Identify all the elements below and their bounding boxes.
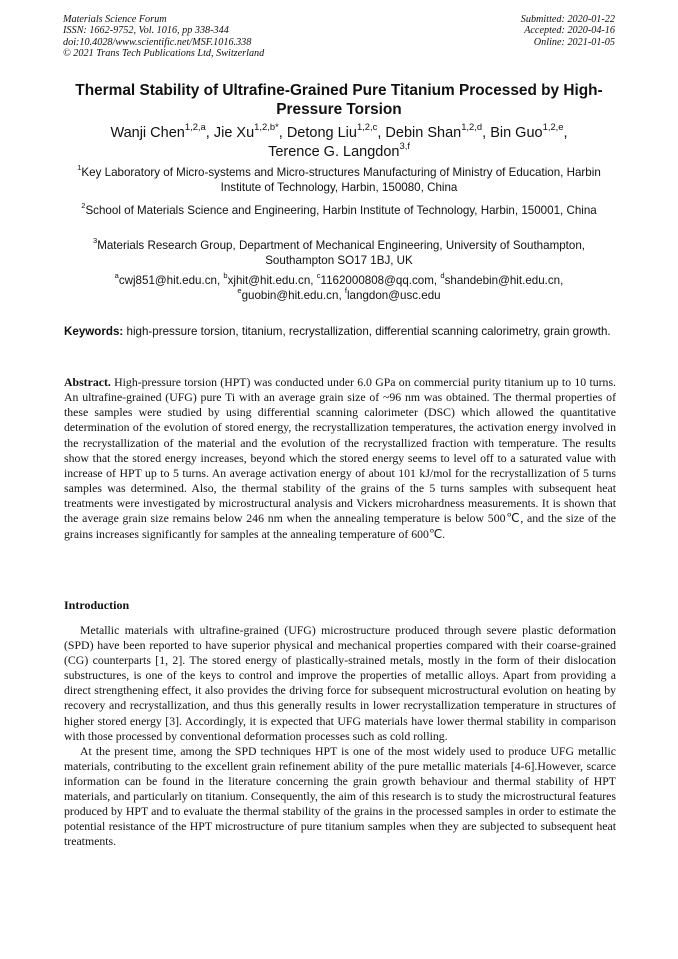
paragraph: At the present time, among the SPD techniques HPT is one of the most widely used to produce UFG metallic materials, contributing to the excellent grain refinement ability of the pure metallic materials [4-6].However, scarce information can be found in the literature concerning the grain growth behaviour and thermal stability of HPT materials, and particularly on titanium. Consequently, the aim of this research is to study the microstructural features produced by HPT and to evaluate the thermal stability of the grains in the processed samples in order to estimate the potential resistance of the HPT microstructure of pure titanium samples when they are subjected to subsequent heat treatments. — [64, 743, 616, 849]
journal-header — [63, 14, 264, 59]
author: Bin Guo$^{1,2,e}$, — [490, 121, 568, 141]
journal-doi: doi:10.4028/www.scientific.net/MSF.1016.338 — [63, 36, 252, 48]
affiliation-1: $^1$Key Laboratory of Micro-systems and Micro-structures Manufacturing of Ministry of Education, Harbin Institute of Technology, Harbin, 150080, China — [77, 163, 601, 194]
abstract-block — [64, 375, 616, 542]
accepted-date: Accepted: 2020-04-16 — [524, 25, 615, 37]
email: $^a$cwj851@hit.edu.cn, — [114, 271, 224, 287]
paragraph: Metallic materials with ultrafine-grained (UFG) microstructure produced through severe plastic deformation (SPD) have been reported to have superior physical and mechanical properties compared with their coarse-grained (CG) counterparts [1, 2]. The stored energy of plastically-strained metals, mostly in the form of their dislocation substructures, is one of the keys to control and improve the properties of metallic alloys. Apart from providing a direct strengthening effect, it also provides the driving force for subsequent microstructural evolution on heating by recovery and recrystallization, and thus this generally results in lower recrystallization temperature in structures of higher stored energy [3]. Accordingly, it is expected that UFG materials have lower thermal stability in comparison with those processed by conventional deformation processes such as cold rolling. — [64, 623, 616, 743]
introduction-body — [64, 623, 616, 849]
keywords-block — [64, 324, 616, 341]
online-date: Online: 2021-01-05 — [533, 36, 615, 48]
email: $^e$guobin@hit.edu.cn, — [237, 286, 345, 302]
journal-copyright: © 2021 Trans Tech Publications Ltd, Switzerland — [63, 47, 265, 59]
submission-dates — [521, 14, 615, 48]
email: $^c$1162000808@qq.com, — [316, 271, 441, 287]
affiliation-3: $^3$Materials Research Group, Department of Mechanical Engineering, University of Southampton, Southampton SO17 1BJ, UK — [92, 236, 586, 267]
abstract-label: Abstract. — [64, 375, 111, 389]
author: Jie $Xu^{1,2,b*}$, — [213, 121, 287, 141]
author: Detong Liu$^{1,2,c}$, — [286, 121, 386, 141]
affiliation-2: $^2$School of Materials Science and Engineering, Harbin Institute of Technology, Harbin, 150001, China — [81, 201, 597, 217]
journal-name: Materials Science Forum — [63, 14, 167, 25]
author-list — [60, 121, 618, 161]
author: Wanji Chen$^{1,2,a}$, — [110, 121, 214, 141]
journal-issn: ISSN: 1662-9752, Vol. 1016, pp 338-344 — [63, 25, 229, 37]
submitted-date: Submitted: 2020-01-22 — [520, 14, 615, 25]
author: Debin Shan$^{1,2,d}$, — [385, 121, 491, 141]
section-heading-introduction: Introduction — [64, 598, 130, 612]
paper-title: Thermal Stability of Ultrafine-Grained Pure Titanium Processed by High-Pressure Torsion — [75, 82, 603, 118]
author: Terence G. Langdon$^{3,f}$ — [268, 139, 410, 160]
abstract-text: High-pressure torsion (HPT) was conducted under 6.0 GPa on commercial purity titanium up to 10 turns. An ultrafine-grained (UFG) pure Ti with an average grain size of ~96 nm was obtained. The thermal properties of these samples were studied by using differential scanning calorimeter (DSC) which allowed the quantitative determination of the evolution of stored energy, the recrystallization temperatures, the activation energy involved in the recrystallization of the material and the evolution of the recrystallized fraction with temperature. The results show that the stored energy increases, beyond which the stored energy seems to level off to a saturated value with increase of HPT up to 5 turns. An average activation energy of about 101 kJ/mol for the recrystallization of 5 turns samples was determined. Also, the thermal stability of the grains of the 5 turns samples with subsequent heat treatments were investigated by microstructural analysis and Vickers microhardness measurements. It is shown that the average grain size remains below 246 nm when the annealing temperature is below 500℃, and the size of the grains increases significantly for samples at the annealing temperature of 600℃. — [64, 375, 616, 541]
email: $^d$shandebin@hit.edu.cn, — [440, 271, 564, 287]
email: $^b$xjhit@hit.edu.cn, — [223, 271, 317, 287]
keywords-label: Keywords: — [64, 325, 124, 338]
author-emails — [64, 271, 614, 304]
keywords-text: high-pressure torsion, titanium, recrystallization, differential scanning calorimetry, grain growth. — [123, 325, 611, 338]
email: $^f$langdon@usc.edu — [344, 286, 441, 302]
